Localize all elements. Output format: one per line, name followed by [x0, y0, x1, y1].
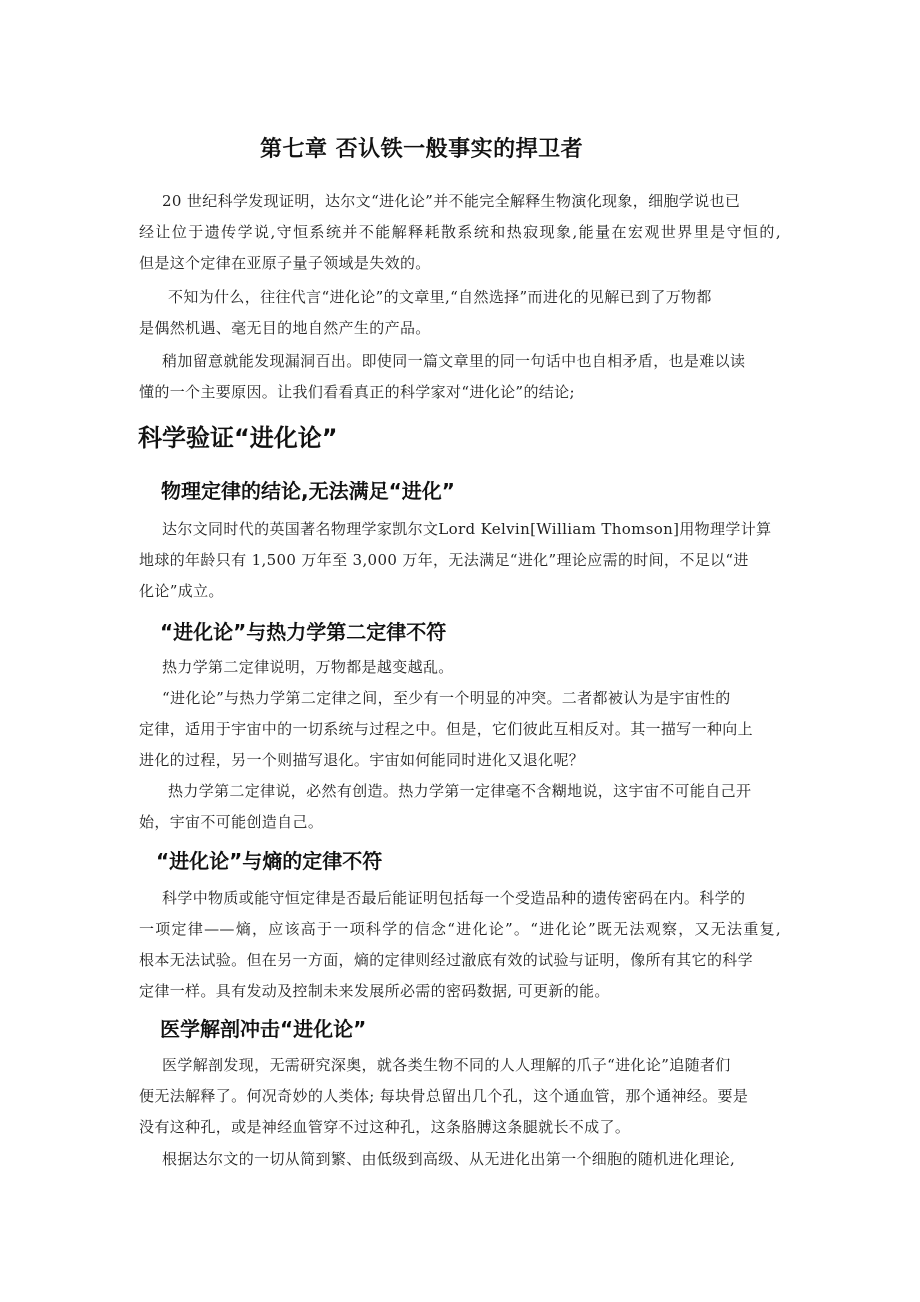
entropy-p1-line-4: 定律一样。具有发动及控制未来发展所必需的密码数据, 可更新的能。: [139, 982, 610, 1000]
entropy-p1-line-1: 科学中物质或能守恒定律是否最后能证明包括每一个受造品种的遗传密码在内。科学的: [162, 889, 746, 907]
intro-p2-line-2: 是偶然机遇、毫无目的地自然产生的产品。: [139, 319, 431, 337]
thermo-p3-line-1: 热力学第二定律说，必然有创造。热力学第一定律毫不含糊地说，这宇宙不可能自己开: [168, 782, 752, 800]
anatomy-p1-line-2: 便无法解释了。何况奇妙的人类体; 每块骨总留出几个孔，这个通血管，那个通神经。要是: [139, 1087, 749, 1105]
intro-p3-line-2: 懂的一个主要原因。让我们看看真正的科学家对“进化论”的结论;: [139, 383, 575, 401]
thermo-p2-line-3: 进化的过程，另一个则描写退化。宇宙如何能同时进化又退化呢？: [139, 751, 585, 769]
thermo-p2-line-2: 定律，适用于宇宙中的一切系统与过程之中。但是，它们彼此互相反对。其一描写一种向上: [139, 720, 754, 738]
intro-p1-line-3: 但是这个定律在亚原子量子领域是失效的。: [139, 254, 431, 272]
intro-p2-line-1: 不知为什么，往往代言“进化论”的文章里,“自然选择”而进化的见解已到了万物都: [168, 288, 712, 306]
subsection-heading-physics: 物理定律的结论,无法满足“进化”: [161, 479, 455, 503]
intro-p3-line-1: 稍加留意就能发现漏洞百出。即使同一篇文章里的同一句话中也自相矛盾，也是难以读: [162, 352, 746, 370]
thermo-p1-line-1: 热力学第二定律说明，万物都是越变越乱。: [162, 658, 454, 676]
subsection-heading-anatomy: 医学解剖冲击“进化论”: [160, 1017, 367, 1041]
entropy-p1-line-2: 一项定律——熵，应该高于一项科学的信念“进化论”。“进化论”既无法观察，又无法重复,: [139, 920, 781, 938]
intro-p1-line-2: 经让位于遗传学说,守恒系统并不能解释耗散系统和热寂现象,能量在宏观世界里是守恒的,: [139, 223, 781, 241]
subsection-heading-thermodynamics: “进化论”与热力学第二定律不符: [160, 620, 447, 644]
anatomy-p1-line-1: 医学解剖发现，无需研究深奥，就各类生物不同的人人理解的爪子“进化论”追随者们: [162, 1056, 731, 1074]
thermo-p2-line-1: “进化论”与热力学第二定律之间，至少有一个明显的冲突。二者都被认为是宇宙性的: [162, 689, 731, 707]
entropy-p1-line-3: 根本无法试验。但在另一方面，熵的定律则经过澈底有效的试验与证明，像所有其它的科学: [139, 951, 754, 969]
thermo-p3-line-2: 始，宇宙不可能创造自己。: [139, 813, 324, 831]
subsection-heading-entropy: “进化论”与熵的定律不符: [156, 849, 383, 873]
anatomy-p1-line-3: 没有这种孔，或是神经血管穿不过这种孔，这条胳膊这条腿就长不成了。: [139, 1118, 631, 1136]
physics-p1-line-2: 地球的年龄只有 1,500 万年至 3,000 万年，无法满足“进化”理论应需的时间，不足以“进: [139, 551, 749, 569]
physics-p1-line-3: 化论”成立。: [139, 582, 224, 600]
intro-p1-line-1: 20 世纪科学发现证明，达尔文“进化论”并不能完全解释生物演化现象，细胞学说也已: [162, 192, 741, 210]
physics-p1-line-1: 达尔文同时代的英国著名物理学家凯尔文Lord Kelvin[William Thomson]用物理学计算: [162, 520, 772, 538]
section-heading: 科学验证“进化论”: [138, 424, 338, 452]
anatomy-p2-line-1: 根据达尔文的一切从简到繁、由低级到高级、从无进化出第一个细胞的随机进化理论,: [162, 1150, 736, 1168]
chapter-title: 第七章 否认铁一般事实的捍卫者: [260, 137, 584, 162]
